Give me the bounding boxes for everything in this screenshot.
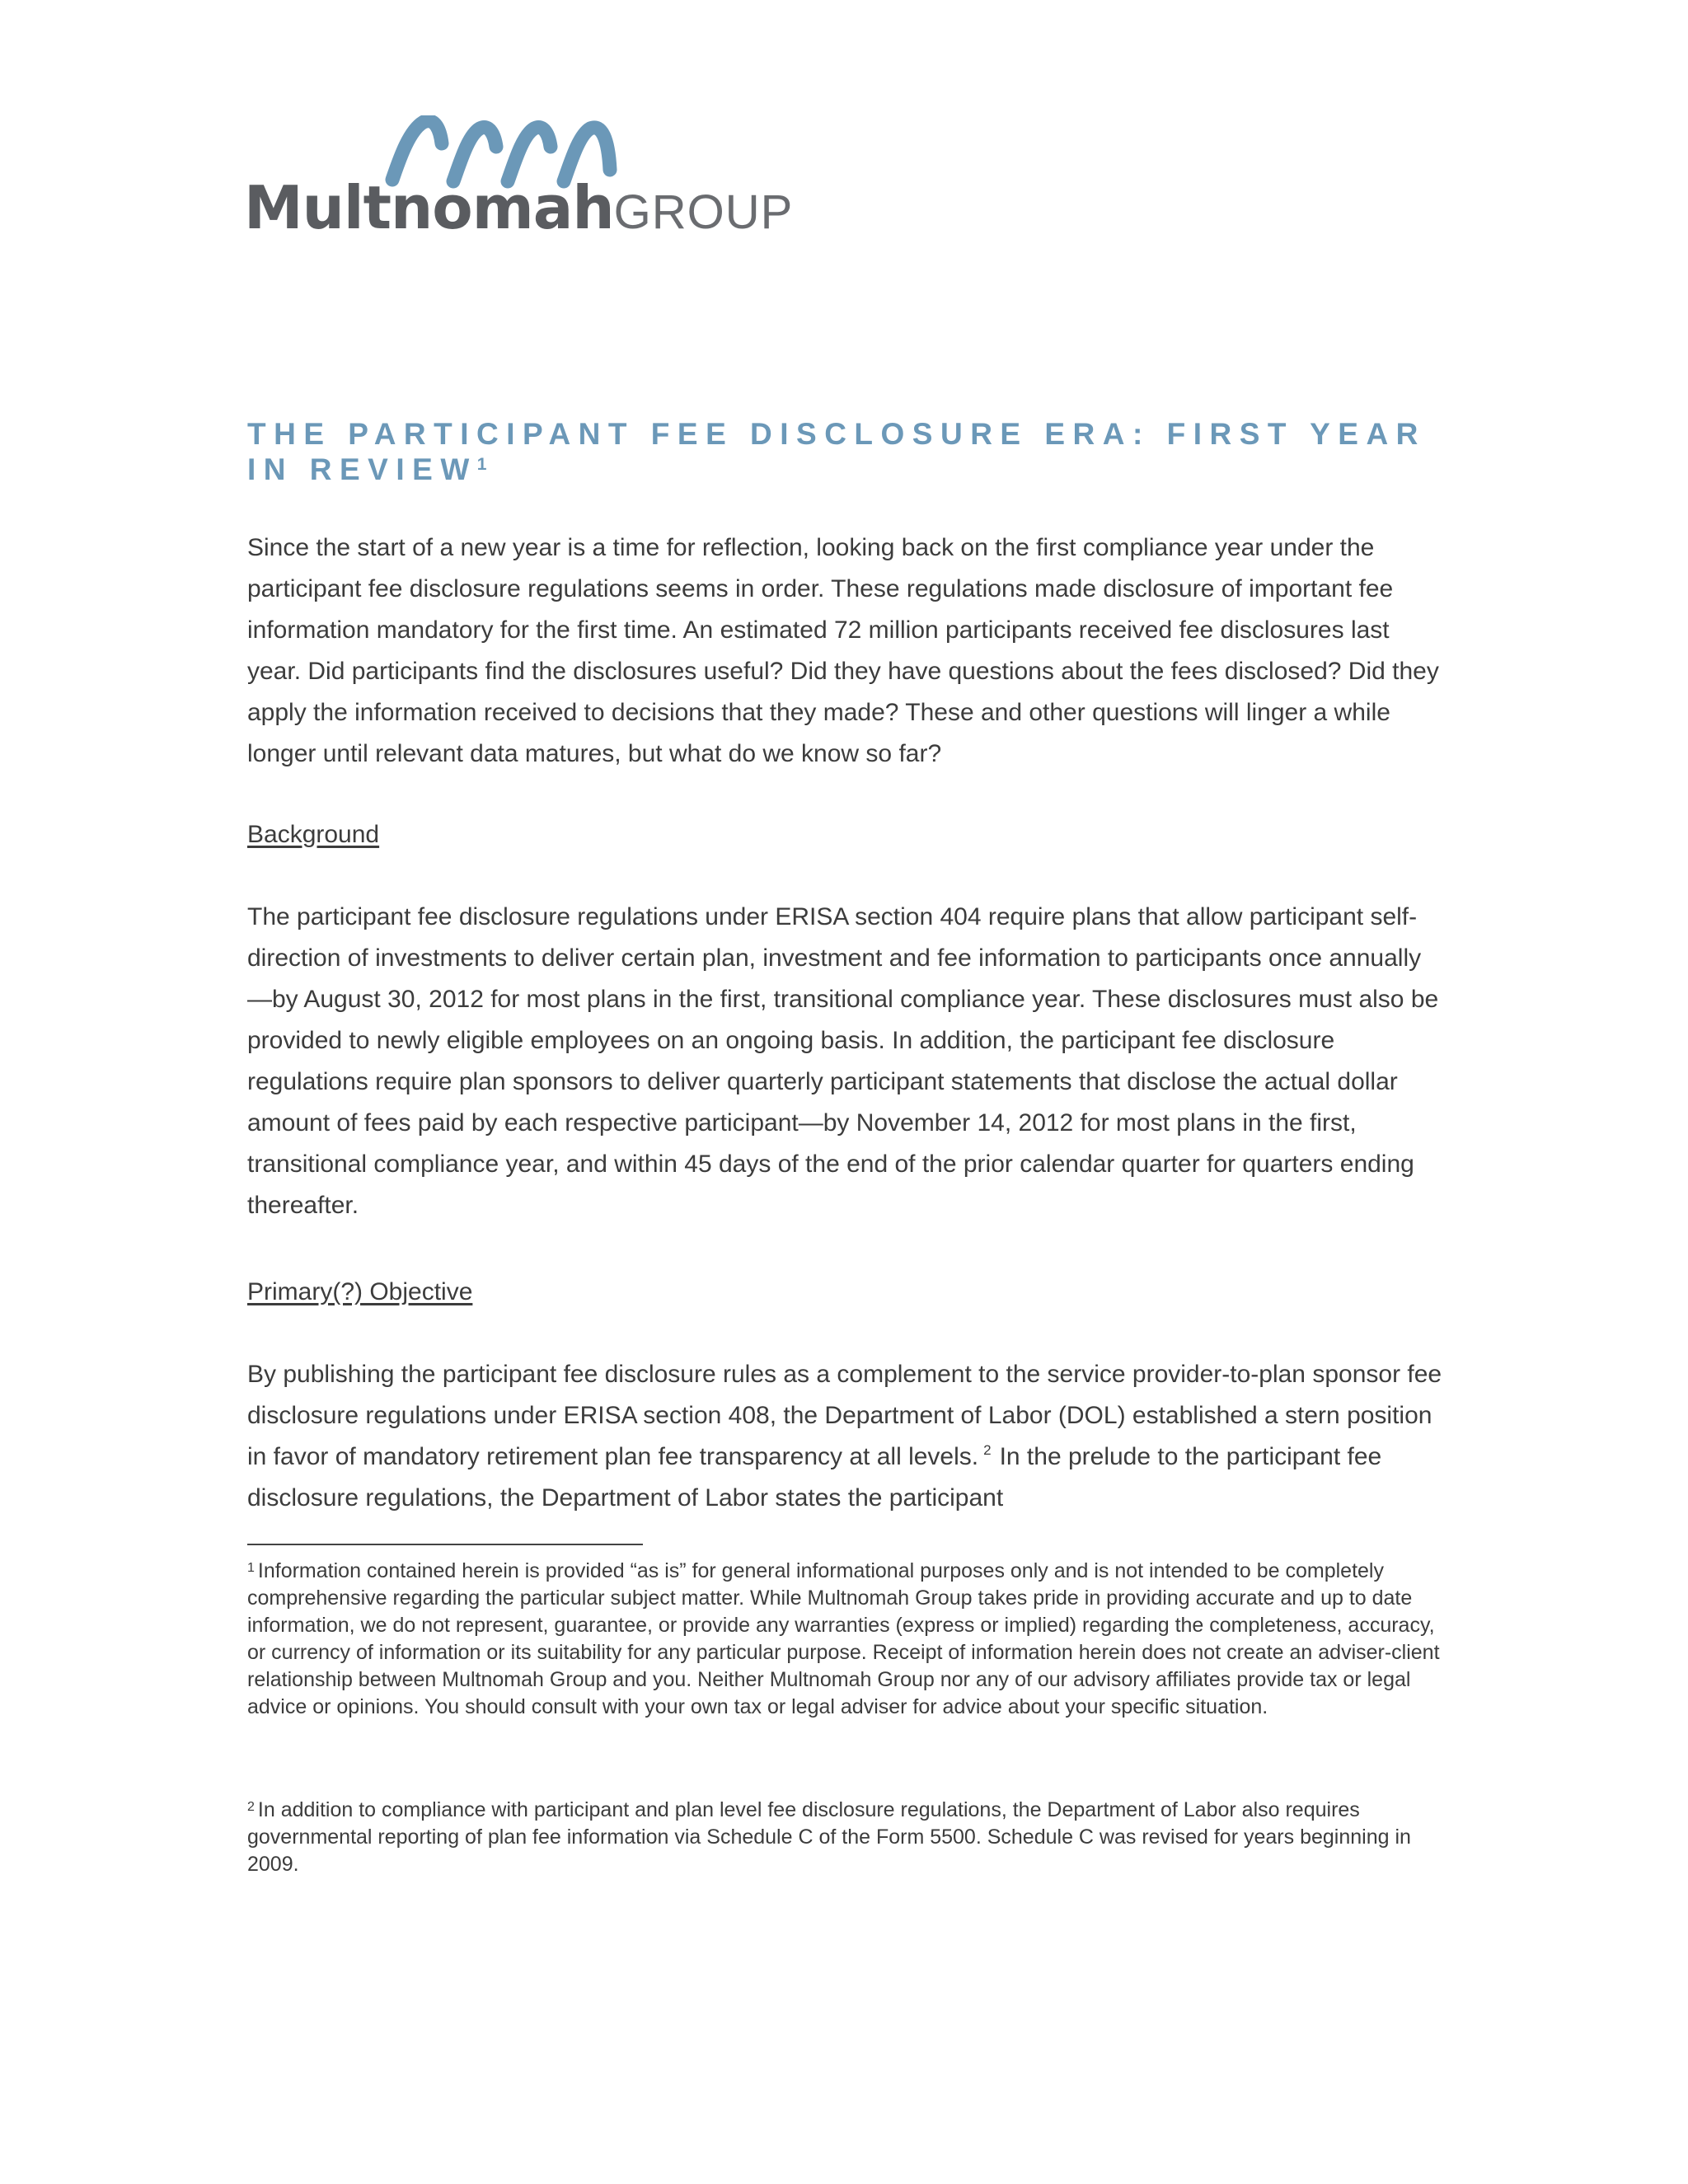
section-heading-primary-objective: Primary(?) Objective [247,1278,473,1305]
footnote-2-number: 2 [247,1800,255,1814]
section-heading-background: Background [247,821,380,848]
title-footnote-ref: 1 [476,455,487,474]
footnote-separator [247,1544,643,1545]
primary-objective-footnote-ref: 2 [983,1442,992,1458]
footnote-2-text: In addition to compliance with participant and plan level fee disclosure regulations, the Department of Labor also requires governmental reporting of plan fee information via Schedule C of the Form 5500. Schedule C was revised for years beginning in 2009. [247,1798,1411,1876]
background-paragraph: The participant fee disclosure regulations under ERISA section 404 require plans that allow participant self-direction of investments to deliver certain plan, investment and fee information to participants once annually—by August 30, 2012 for most plans in the first, transitional compliance year. These disclosures must also be provided to newly eligible employees on an ongoing basis. In addition, the participant fee disclosure regulations require plan sponsors to deliver quarterly participant statements that disclose the actual dollar amount of fees paid by each respective participant—by November 14, 2012 for most plans in the first, transitional compliance year, and within 45 days of the end of the prior calendar quarter for quarters ending thereafter. [247,903,1439,1219]
primary-objective-paragraph [247,1354,1442,1519]
company-logo [244,115,794,247]
footnote-2 [247,1797,1451,1878]
footnote-1-text: Information contained herein is provided “as is” for general informational purposes only and is not intended to be completely comprehensive regarding the particular subject matter. While Multnomah Group takes pride in providing accurate and up to date information, we do not represent, guarantee, or provide any warranties (express or implied) regarding the completeness, accuracy, or currency of information or its suitability for any particular purpose. Receipt of information herein does not create an adviser-client relationship between Multnomah Group and you. Neither Multnomah Group nor any of our advisory affiliates provide tax or legal advice or opinions. You should consult with your own tax or legal adviser for advice about your specific situation. [247,1559,1440,1718]
intro-paragraph: Since the start of a new year is a time for reflection, looking back on the first compliance year under the participant fee disclosure regulations seems in order. These regulations made disclosure of important fee information mandatory for the first time. An estimated 72 million participants received fee disclosures last year. Did participants find the disclosures useful? Did they have questions about the fees disclosed? Did they apply the information received to decisions that they made? These and other questions will linger a while longer until relevant data matures, but what do we know so far? [247,534,1439,767]
primary-objective-text-part1: By publishing the participant fee disclosure rules as a complement to the service provider-to-plan sponsor fee disclosure regulations under ERISA section 408, the Department of Labor (DOL) established a stern position in favor of mandatory retirement plan fee transparency at all levels. [247,1361,1442,1470]
logo-wordmark [244,173,794,242]
footnote-1-number: 1 [247,1561,255,1575]
footnote-1 [247,1558,1451,1721]
logo-brand-main: Multnomah [244,173,614,242]
primary-objective-text-part2: In the prelude to the participant fee disclosure regulations, the Department of Labor states the participant [247,1443,1382,1511]
document-title [247,416,1451,487]
logo-brand-sub: GROUP [613,185,794,239]
document-title-text: THE PARTICIPANT FEE DISCLOSURE ERA: FIRST YEAR IN REVIEW [247,417,1426,486]
